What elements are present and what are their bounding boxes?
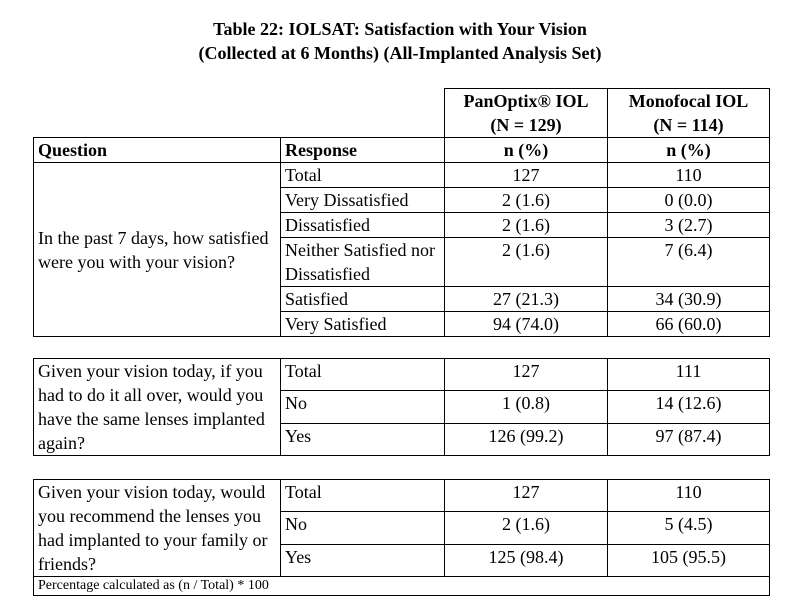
table-title: Table 22: IOLSAT: Satisfaction with Your Vision — [213, 19, 587, 39]
table-row: No 1 (0.8) 14 (12.6) — [34, 391, 770, 423]
table-row: Very Satisfied 94 (74.0) 66 (60.0) — [34, 312, 770, 337]
question-cell: In the past 7 days, how satisfied were you with your vision? — [34, 163, 281, 337]
header-n-pct-monofocal: n (%) — [608, 138, 770, 163]
table-row: Given your vision today, would you recommend the lenses you had implanted to your family or friends? Total 127 110 — [34, 480, 770, 512]
table-row: Dissatisfied 2 (1.6) 3 (2.7) — [34, 213, 770, 238]
footnote: Percentage calculated as (n / Total) * 100 — [34, 577, 770, 596]
header-row-labels — [34, 138, 770, 163]
header-question: Question — [34, 138, 281, 163]
header-response: Response — [281, 138, 445, 163]
satisfaction-table — [33, 88, 770, 337]
table-row: Given your vision today, if you had to do it all over, would you have the same lenses implanted again? Total 127 111 — [34, 359, 770, 391]
header-monofocal: Monofocal IOL — [608, 89, 770, 114]
table-row: Very Dissatisfied 2 (1.6) 0 (0.0) — [34, 188, 770, 213]
footnote-row — [34, 577, 770, 596]
table-subtitle: (Collected at 6 Months) (All-Implanted Analysis Set) — [198, 43, 602, 63]
table-row: Yes 126 (99.2) 97 (87.4) — [34, 423, 770, 455]
lenses-again-table — [33, 358, 770, 456]
question-cell: Given your vision today, would you recommend the lenses you had implanted to your family or friends? — [34, 480, 281, 577]
table-row: Yes 125 (98.4) 105 (95.5) — [34, 544, 770, 576]
header-monofocal-n: (N = 114) — [608, 113, 770, 138]
question-cell: Given your vision today, if you had to do it all over, would you have the same lenses implanted again? — [34, 359, 281, 456]
header-row-top — [34, 89, 770, 114]
header-n-pct-panoptix: n (%) — [445, 138, 608, 163]
table-row: In the past 7 days, how satisfied were you with your vision? Total 127 110 — [34, 163, 770, 188]
header-panoptix: PanOptix® IOL — [445, 89, 608, 114]
table-row: Neither Satisfied nor Dissatisfied 2 (1.6) 7 (6.4) — [34, 238, 770, 287]
table-row: Satisfied 27 (21.3) 34 (30.9) — [34, 287, 770, 312]
recommend-table — [33, 479, 770, 596]
header-panoptix-n: (N = 129) — [445, 113, 608, 138]
table-row: No 2 (1.6) 5 (4.5) — [34, 512, 770, 544]
